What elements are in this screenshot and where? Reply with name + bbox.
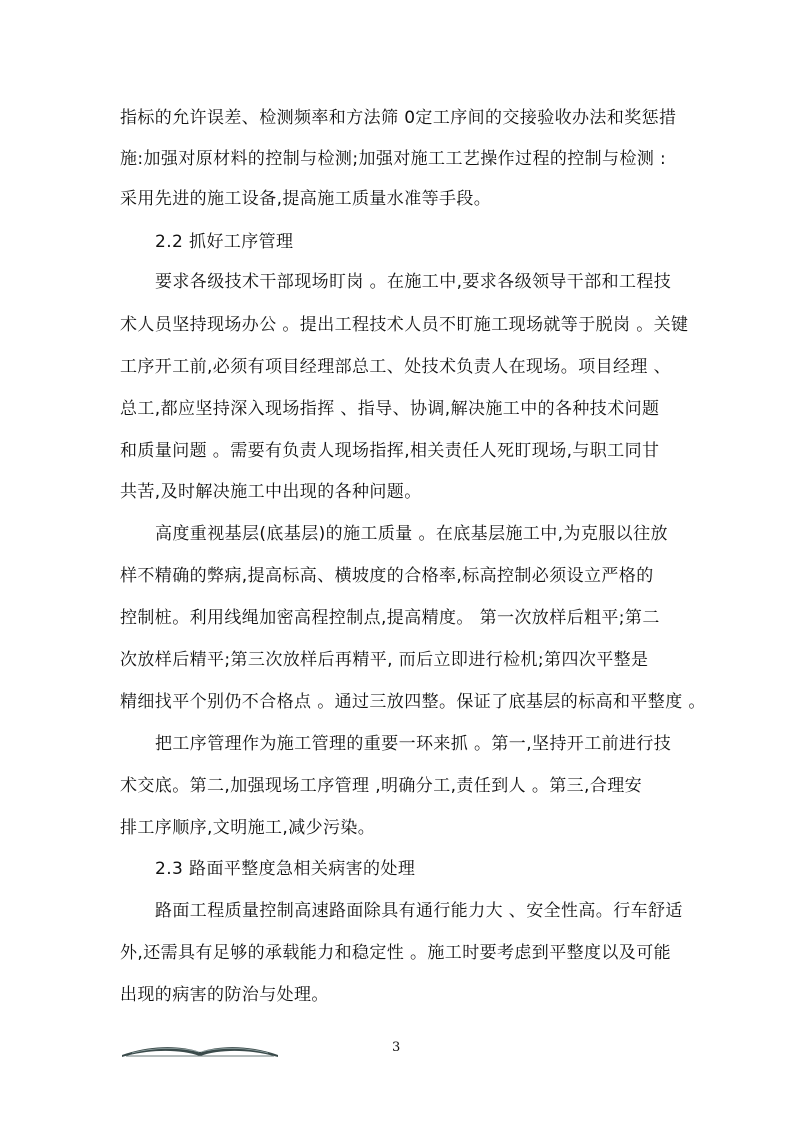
- paragraph-line: 次放样后精平;第三次放样后再精平, 而后立即进行检机;第四次平整是: [120, 650, 649, 670]
- paragraph-line: 高度重视基层(底基层)的施工质量 。在底基层施工中,为克服以往放: [155, 524, 668, 544]
- book-ornament-icon: [120, 1040, 280, 1060]
- paragraph-line: 出现的病害的防治与处理。: [120, 985, 329, 1005]
- paragraph-line: 路面工程质量控制高速路面除具有通行能力大 、安全性高。行车舒适: [155, 901, 683, 921]
- paragraph-line: 术交底。第二,加强现场工序管理 ,明确分工,责任到人 。第三,合理安: [120, 776, 643, 796]
- paragraph-line: 控制桩。利用线绳加密高程控制点,提高精度。 第一次放样后粗平;第二: [120, 608, 660, 628]
- paragraph-line: 样不精确的弊病,提高标高、横坡度的合格率,标高控制必须设立严格的: [120, 566, 654, 586]
- paragraph-line: 外,还需具有足够的承载能力和稳定性 。施工时要考虑到平整度以及可能: [120, 943, 672, 963]
- paragraph-line: 采用先进的施工设备,提高施工质量水准等手段。: [120, 189, 492, 209]
- paragraph-line: 精细找平个别仍不合格点 。通过三放四整。保证了底基层的标高和平整度 。: [120, 692, 706, 712]
- paragraph-line: 把工序管理作为施工管理的重要一环来抓 。第一,坚持开工前进行技: [155, 734, 672, 754]
- paragraph-line: 指标的允许误差、检测频率和方法筛 0定工序间的交接验收办法和奖惩措: [120, 108, 677, 128]
- paragraph-line: 总工,都应坚持深入现场指挥 、指导、协调,解决施工中的各种技术问题: [120, 399, 660, 419]
- page-number: 3: [392, 1040, 401, 1055]
- paragraph-line: 工序开工前,必须有项目经理部总工、处技术负责人在现场。项目经理 、: [120, 357, 672, 377]
- paragraph-line: 术人员坚持现场办公 。提出工程技术人员不盯施工现场就等于脱岗 。关键: [120, 315, 689, 335]
- paragraph-line: 施:加强对原材料的控制与检测;加强对施工工艺操作过程的控制与检测 :: [120, 149, 667, 169]
- paragraph-line: 共苦,及时解决施工中出现的各种问题。: [120, 482, 422, 502]
- paragraph-line: 要求各级技术干部现场盯岗 。在施工中,要求各级领导干部和工程技: [155, 272, 672, 292]
- section-heading: 2.3 路面平整度急相关病害的处理: [155, 859, 416, 879]
- paragraph-line: 和质量问题 。需要有负责人现场指挥,相关责任人死盯现场,与职工同甘: [120, 441, 660, 461]
- section-heading: 2.2 抓好工序管理: [155, 232, 294, 252]
- paragraph-line: 排工序顺序,文明施工,减少污染。: [120, 818, 376, 838]
